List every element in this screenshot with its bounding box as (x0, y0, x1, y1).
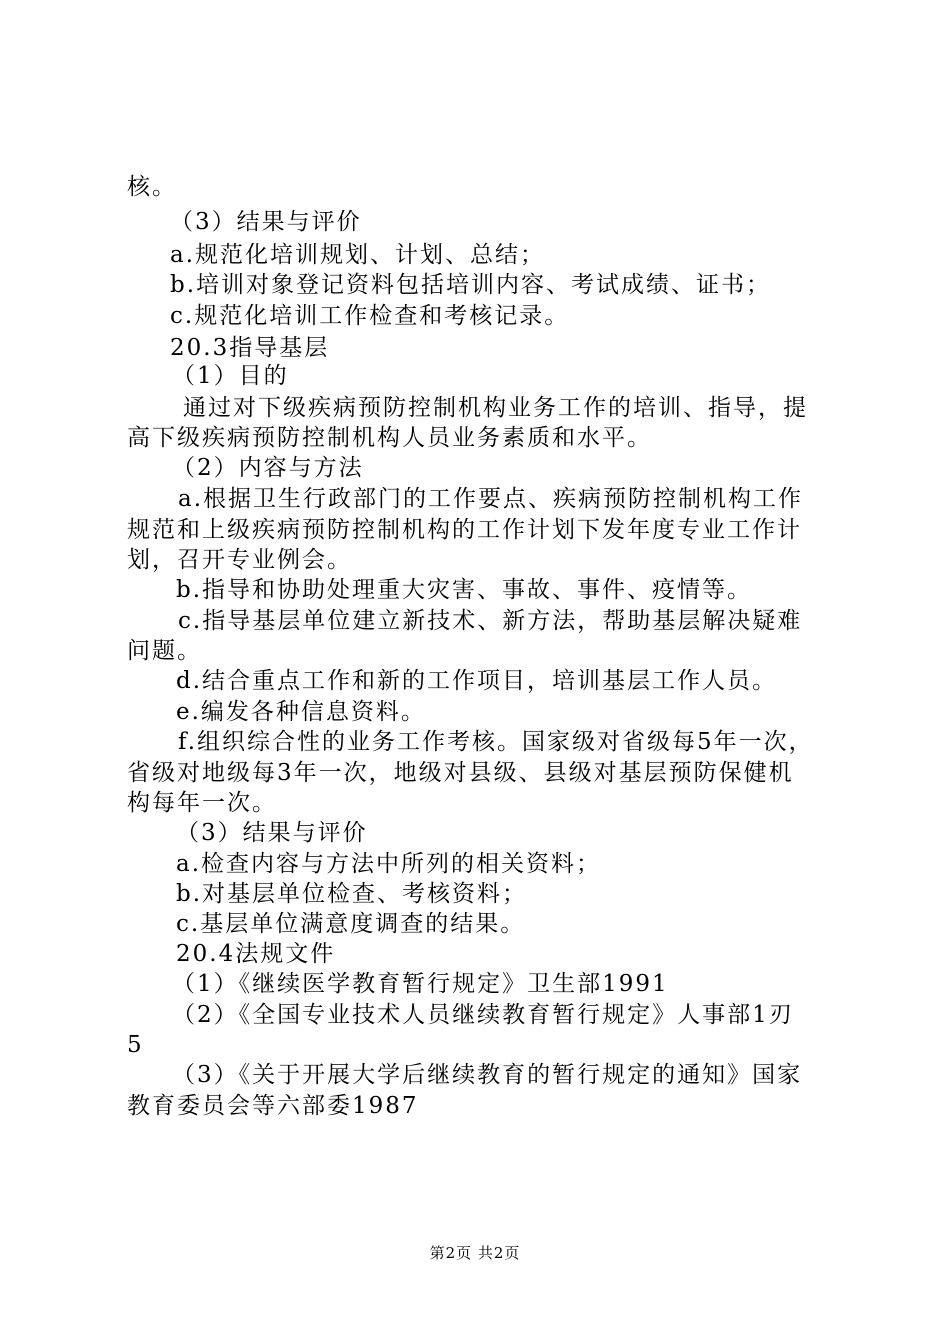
page-footer (0, 1243, 950, 1263)
section-heading-purpose: （1）目的 (172, 363, 289, 389)
text-line-17: d.结合重点工作和新的工作项目，培训基层工作人员。 (176, 668, 778, 694)
regulation-item-1: （1）《继续医学教育暂行规定》卫生部1991 (172, 971, 669, 997)
text-line-25: c.基层单位满意度调查的结果。 (176, 911, 526, 937)
page-number: 第2页 共2页 (429, 1244, 521, 1262)
text-line-20: 省级对地级每3年一次，地级对县级、县级对基层预防保健机 (127, 760, 794, 786)
text-line-5: c.规范化培训工作检查和考核记录。 (170, 303, 570, 329)
text-line-12: 规范和上级疾病预防控制机构的工作计划下发年度专业工作计 (127, 517, 802, 543)
text-line-16: 问题。 (127, 638, 202, 664)
regulation-item-3: （3）《关于开展大学后继续教育的暂行规定的通知》国家 (172, 1062, 803, 1088)
text-line-9: 高下级疾病预防控制机构人员业务素质和水平。 (127, 425, 652, 451)
text-line-31: 教育委员会等六部委1987 (127, 1093, 419, 1119)
text-line-21: 构每年一次。 (127, 790, 277, 816)
text-line-19: f.组织综合性的业务工作考核。国家级对省级每5年一次， (178, 729, 814, 755)
text-line-29: 5 (127, 1032, 144, 1058)
section-heading-results: （3）结果与评价 (170, 209, 362, 235)
text-line-15: c.指导基层单位建立新技术、新方法，帮助基层解决疑难 (178, 608, 803, 634)
section-heading-20-4: 20.4法规文件 (176, 941, 336, 967)
text-line-13: 划，召开专业例会。 (127, 547, 352, 573)
text-line-1: 核。 (127, 174, 177, 200)
regulation-item-2: （2）《全国专业技术人员继续教育暂行规定》人事部1刃 (172, 1002, 794, 1028)
text-line-18: e.编发各种信息资料。 (176, 699, 426, 725)
text-line-8: 通过对下级疾病预防控制机构业务工作的培训、指导，提 (183, 395, 808, 421)
text-line-3: a.规范化培训规划、计划、总结； (170, 242, 546, 268)
section-heading-content-method: （2）内容与方法 (172, 455, 364, 481)
section-heading-20-3: 20.3指导基层 (170, 335, 330, 361)
text-line-23: a.检查内容与方法中所列的相关资料； (176, 851, 602, 877)
text-line-4: b.培训对象登记资料包括培训内容、考试成绩、证书； (170, 272, 772, 298)
text-line-11: a.根据卫生行政部门的工作要点、疾病预防控制机构工作 (178, 486, 804, 512)
text-line-24: b.对基层单位检查、考核资料； (176, 881, 528, 907)
text-line-14: b.指导和协助处理重大灾害、事故、事件、疫情等。 (176, 577, 753, 603)
section-heading-results-2: （3）结果与评价 (176, 820, 368, 846)
